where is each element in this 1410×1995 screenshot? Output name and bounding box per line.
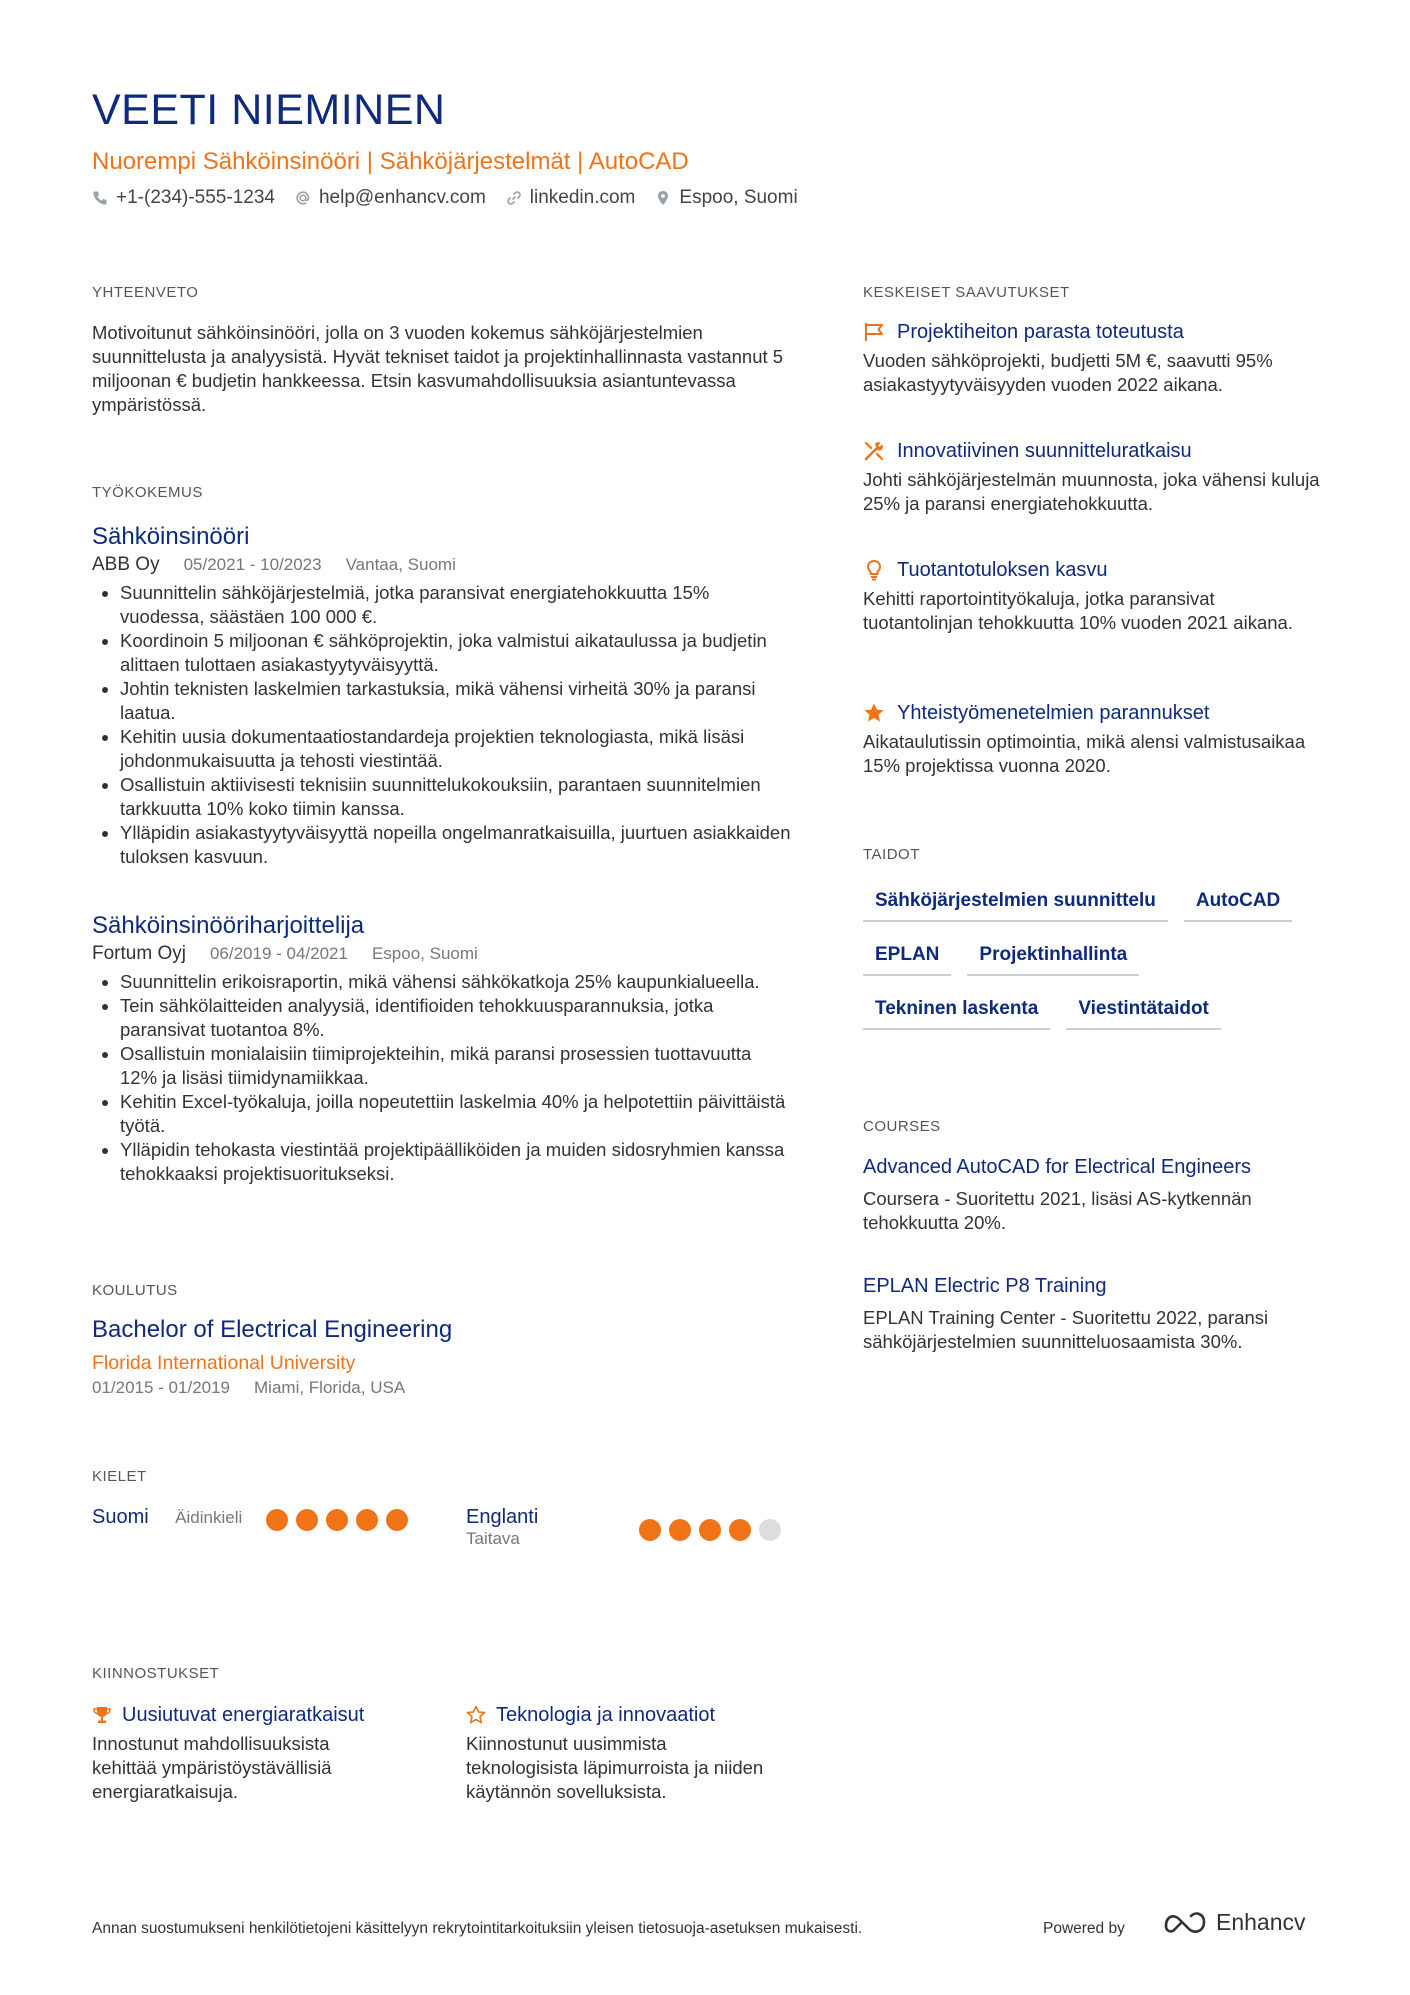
skill-tag: Projektinhallinta (967, 942, 1139, 976)
job-entry (92, 911, 792, 1186)
skills-list (863, 888, 1333, 1050)
job-entry (92, 522, 792, 869)
interests-heading: KIINNOSTUKSET (92, 1665, 220, 1682)
achievement-title: Tuotantotuloksen kasvu (897, 558, 1108, 581)
achievement-title: Yhteistyömenetelmien parannukset (897, 701, 1210, 724)
achievement-item (863, 699, 1323, 778)
interest-item (466, 1701, 766, 1804)
achievement-item (863, 556, 1323, 635)
course-item (863, 1275, 1333, 1354)
language-rating (639, 1519, 789, 1541)
candidate-subtitle: Nuorempi Sähköinsinööri | Sähköjärjestelmät | AutoCAD (92, 148, 689, 175)
achievement-text: Johti sähköjärjestelmän muunnosta, joka vähensi kuluja 25% ja paransi energiatehokkuutta. (863, 469, 1320, 514)
skill-tag: Tekninen laskenta (863, 996, 1050, 1030)
experience-heading: TYÖKOKEMUS (92, 484, 203, 501)
language-name: Englanti (466, 1506, 539, 1528)
skill-row (863, 996, 1333, 1030)
job-bullet: • Osallistuin aktiivisesti teknisiin suunnittelukokouksiin, parantaen suunnitelmien tarkkuutta 10% koko tiimin kanssa. (120, 773, 792, 821)
skill-row (863, 888, 1333, 922)
interest-title: Uusiutuvat energiaratkaisut (122, 1703, 365, 1726)
education-degree: Bachelor of Electrical Engineering (92, 1316, 453, 1343)
phone-icon (92, 190, 108, 206)
job-bullet: • Suunnittelin erikoisraportin, mikä vähensi sähkökatkoja 25% kaupunkialueella. (120, 970, 792, 994)
achievement-text: Kehitti raportointityökaluja, jotka paransivat tuotantolinjan tehokkuutta 10% vuoden 2021 aikana. (863, 588, 1293, 633)
rating-dot-filled (296, 1509, 318, 1531)
rating-dot-filled (669, 1519, 691, 1541)
job-dates: 05/2021 - 10/2023 (183, 555, 322, 574)
gdpr-consent-text: Annan suostumukseni henkilötietojeni käsittelyyn rekrytointitarkoituksiin yleisen tietosuoja-asetuksen mukaisesti. (92, 1920, 863, 1937)
contact-bar (92, 186, 818, 210)
interest-text: Kiinnostunut uusimmista teknologisista läpimurroista ja niiden käytännön sovelluksista. (466, 1733, 764, 1802)
interest-title: Teknologia ja innovaatiot (496, 1703, 716, 1726)
enhancv-logo[interactable] (1162, 1908, 1306, 1936)
course-text: EPLAN Training Center - Suoritettu 2022, paransi sähköjärjestelmien suunnitteluosaamista 30%. (863, 1307, 1269, 1352)
language-item (92, 1506, 242, 1529)
contact-email[interactable] (295, 187, 486, 209)
job-bullet: • Ylläpidin asiakastyytyväisyyttä nopeilla ongelmanratkaisuilla, juurtuen asiakkaiden tuloksen kasvuun. (120, 821, 792, 869)
rating-dot-filled (729, 1519, 751, 1541)
education-heading: KOULUTUS (92, 1282, 178, 1299)
enhancv-brand-text: Enhancv (1216, 1908, 1306, 1935)
job-bullet: • Suunnittelin sähköjärjestelmiä, jotka paransivat energiatehokkuutta 15% vuodessa, säästäen 100 000 €. (120, 581, 792, 629)
rating-dot-filled (639, 1519, 661, 1541)
achievement-title: Innovatiivinen suunnitteluratkaisu (897, 439, 1192, 462)
job-bullet: • Ylläpidin tehokasta viestintää projektipäälliköiden ja muiden sidosryhmien kanssa tehokkaaksi projektisuoritukseksi. (120, 1138, 792, 1186)
contact-phone[interactable] (92, 187, 275, 209)
skill-tag: EPLAN (863, 942, 951, 976)
achievement-text: Aikataulutissin optimointia, mikä alensi valmistusaikaa 15% projektissa vuonna 2020. (863, 731, 1306, 776)
tools-icon (863, 440, 885, 462)
language-item (466, 1506, 538, 1549)
skill-tag: Viestintätaidot (1066, 996, 1221, 1030)
contact-location (655, 187, 797, 209)
rating-dot-filled (266, 1509, 288, 1531)
job-bullet: • Osallistuin monialaisiin tiimiprojekteihin, mikä paransi prosessien tuottavuutta 12% ja lisäsi tiimidynamiikkaa. (120, 1042, 792, 1090)
job-bullets (92, 581, 792, 869)
achievement-item (863, 318, 1323, 397)
education-location: Miami, Florida, USA (254, 1378, 406, 1397)
job-bullet: • Tein sähkölaitteiden analyysiä, identifioiden tehokkuusparannuksia, jotka paransivat tuotantoa 8%. (120, 994, 792, 1042)
rating-dot-empty (759, 1519, 781, 1541)
education-school: Florida International University (92, 1352, 356, 1374)
achievement-item (863, 437, 1323, 516)
star-filled-icon (863, 702, 885, 724)
flag-icon (863, 321, 885, 343)
skill-row (863, 942, 1333, 976)
job-title: Sähköinsinööriharjoittelija (92, 912, 365, 939)
job-dates: 06/2019 - 04/2021 (209, 944, 348, 963)
job-location: Vantaa, Suomi (345, 555, 456, 574)
skill-tag: Sähköjärjestelmien suunnittelu (863, 888, 1168, 922)
star-outline-icon (466, 1705, 486, 1725)
languages-heading: KIELET (92, 1468, 147, 1485)
achievement-text: Vuoden sähköprojekti, budjetti 5M €, saavutti 95% asiakastyytyväisyyden vuoden 2022 aikana. (863, 350, 1273, 395)
course-item (863, 1156, 1333, 1235)
at-icon (295, 190, 311, 206)
course-text: Coursera - Suoritettu 2021, lisäsi AS-kytkennän tehokkuutta 20%. (863, 1188, 1252, 1233)
job-bullet: • Kehitin Excel-työkaluja, joilla nopeutettiin laskelmia 40% ja helpotettiin päivittäistä työtä. (120, 1090, 792, 1138)
candidate-name: VEETI NIEMINEN (92, 86, 446, 134)
interest-text: Innostunut mahdollisuuksista kehittää ympäristöystävällisiä energiaratkaisuja. (92, 1733, 332, 1802)
location-text: Espoo, Suomi (679, 187, 798, 208)
job-company: Fortum Oyj (92, 943, 186, 964)
skills-heading: TAIDOT (863, 846, 920, 863)
lightbulb-icon (863, 559, 885, 581)
job-bullet: • Kehitin uusia dokumentaatiostandardeja projektien teknologiasta, mikä lisäsi johdonmukaisuutta ja tehosti viestintää. (120, 725, 792, 773)
job-company: ABB Oy (92, 554, 160, 575)
language-rating (266, 1509, 416, 1531)
job-bullet: • Johtin teknisten laskelmien tarkastuksia, mikä vähensi virheitä 30% ja paransi laatua. (120, 677, 792, 725)
achievement-title: Projektiheiton parasta toteutusta (897, 320, 1184, 343)
skill-tag: AutoCAD (1184, 888, 1292, 922)
email-text: help@enhancv.com (318, 187, 486, 208)
education-meta (92, 1378, 429, 1398)
enhancv-logo-icon (1162, 1908, 1208, 1936)
education-dates: 01/2015 - 01/2019 (92, 1378, 231, 1397)
language-level: Taitava (466, 1529, 520, 1548)
contact-linkedin[interactable] (506, 187, 636, 209)
summary-heading: YHTEENVETO (92, 284, 199, 301)
job-location: Espoo, Suomi (371, 944, 478, 963)
linkedin-text: linkedin.com (529, 187, 636, 208)
rating-dot-filled (356, 1509, 378, 1531)
job-bullets (92, 970, 792, 1186)
rating-dot-filled (386, 1509, 408, 1531)
interest-item (92, 1701, 392, 1804)
job-meta (92, 942, 792, 966)
link-icon (506, 190, 522, 206)
courses-heading: COURSES (863, 1118, 941, 1135)
trophy-icon (92, 1705, 112, 1725)
job-meta (92, 553, 792, 577)
achievements-heading: KESKEISET SAAVUTUKSET (863, 284, 1070, 301)
summary-text: Motivoitunut sähköinsinööri, jolla on 3 vuoden kokemus sähköjärjestelmien suunnittelusta ja analyysistä. Hyvät tekniset taidot ja projektinhallinnasta vastannut 5 miljoonan € budjetin hankkeessa. Etsin kasvumahdollisuuksia asiantuntevassa ympäristössä. (92, 322, 784, 415)
job-title: Sähköinsinööri (92, 523, 250, 550)
rating-dot-filled (326, 1509, 348, 1531)
job-bullet: • Koordinoin 5 miljoonan € sähköprojektin, joka valmistui aikataulussa ja budjetin alittaen tulottaen asiakastyytyväisyyttä. (120, 629, 792, 677)
language-name: Suomi (92, 1506, 149, 1528)
rating-dot-filled (699, 1519, 721, 1541)
location-pin-icon (655, 190, 671, 206)
language-level: Äidinkieli (175, 1508, 243, 1527)
phone-text: +1-(234)-555-1234 (116, 187, 275, 208)
course-name: EPLAN Electric P8 Training (863, 1275, 1107, 1297)
powered-by-label: Powered by (1043, 1920, 1125, 1937)
course-name: Advanced AutoCAD for Electrical Engineers (863, 1156, 1251, 1178)
